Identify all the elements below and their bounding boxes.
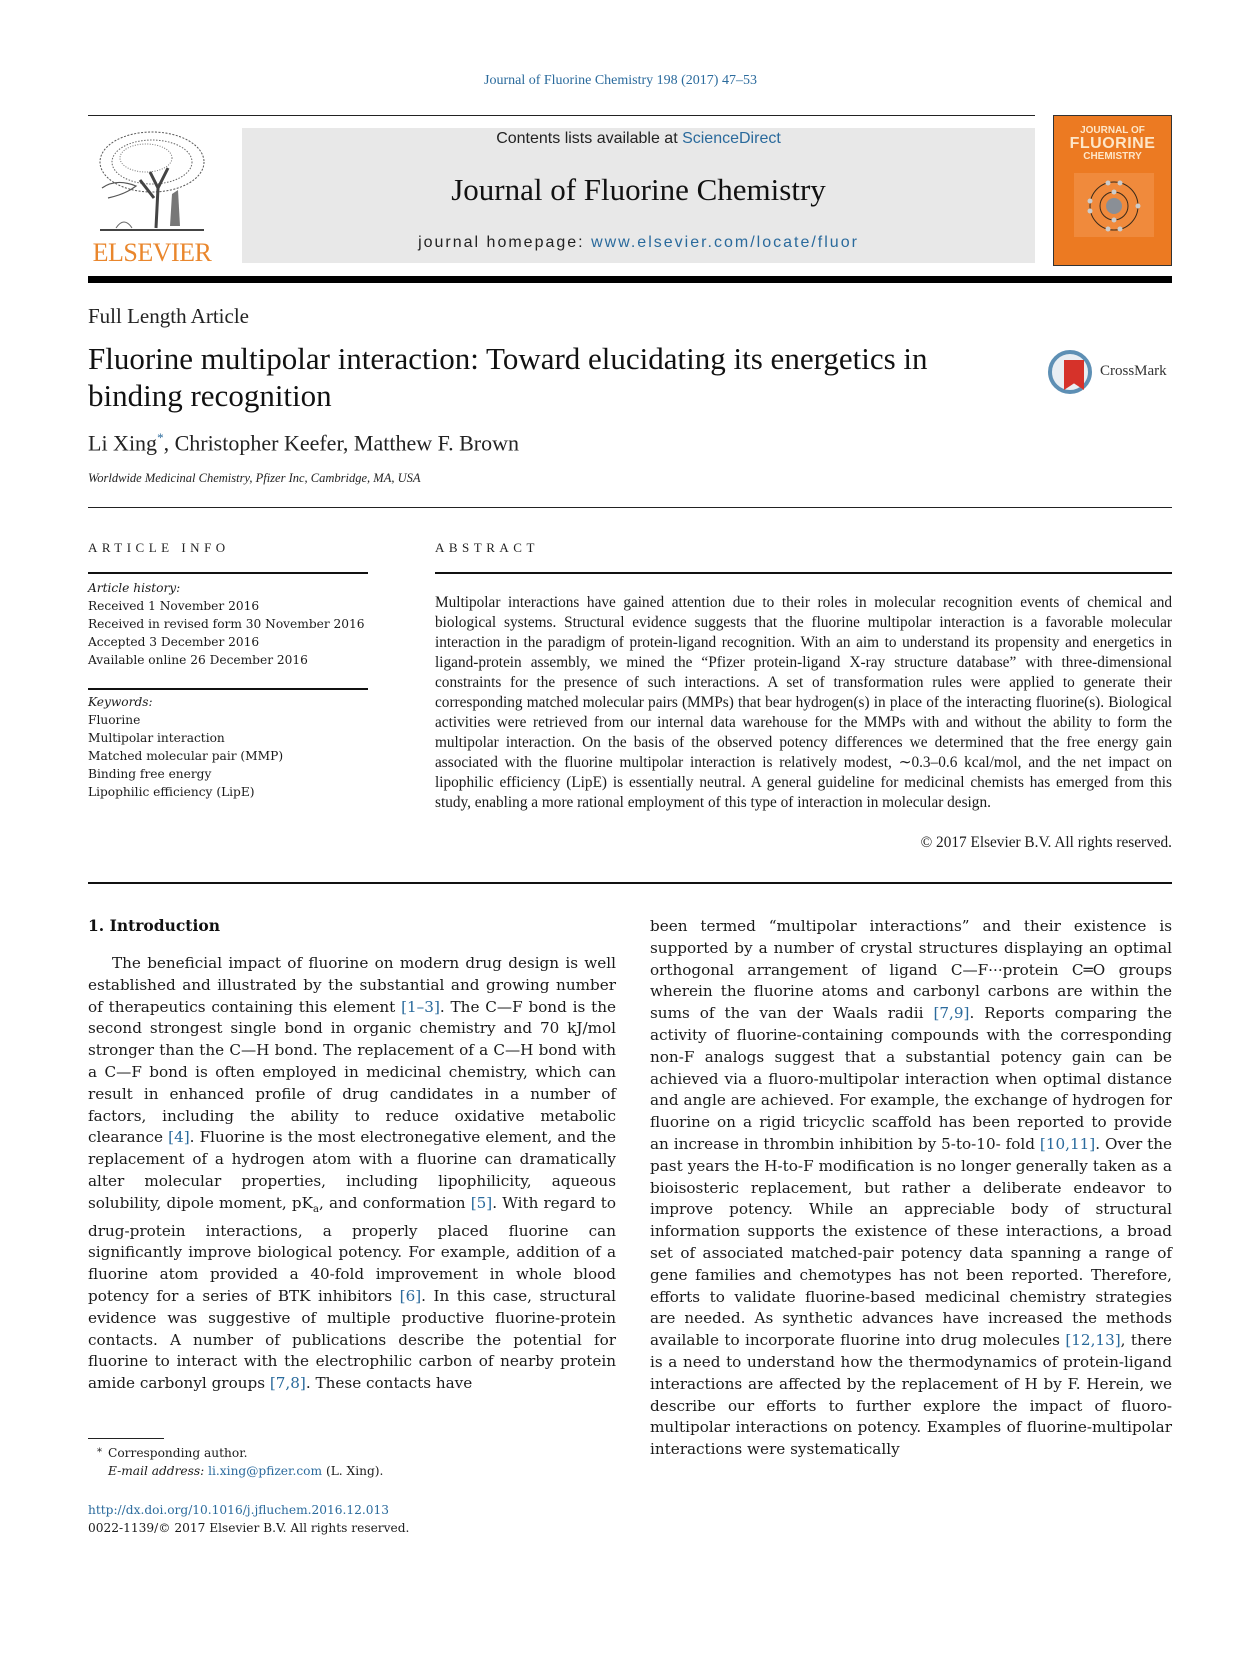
- affiliation: Worldwide Medicinal Chemistry, Pfizer Inc, Cambridge, MA, USA: [88, 471, 421, 485]
- article-history: [88, 579, 378, 669]
- footnote-corresponding: Corresponding author.: [108, 1446, 248, 1460]
- keyword: Multipolar interaction: [88, 731, 225, 745]
- cover-line-1: JOURNAL OF: [1080, 125, 1145, 136]
- doi-block: [88, 1501, 409, 1537]
- atom-icon: [1072, 171, 1156, 241]
- citation-link[interactable]: [12,13]: [1065, 1331, 1121, 1350]
- article-title: Fluorine multipolar interaction: Toward elucidating its energetics in binding recognition: [88, 341, 928, 413]
- paragraph: been termed “multipolar interactions” and their existence is supported by a number of crystal structures displaying an optimal orthogonal arrangement of ligand C—F···protein C═O groups wherein the fluorine atoms and carbonyl carbons are within the sums of the van der Waals radii [7,9]. Reports comparing the activity of fluorine-containing compounds with the corresponding non-F analogs suggest that a substantial potency gain can be achieved via a fluoro-multipolar interaction when optimal distance and angle are achieved. For example, the exchange of hydrogen for fluorine on a rigid tricyclic scaffold has been reported to provide an increase in thrombin inhibition by 5-to-10- fold [10,11]. Over the past years the H-to-F modification is no longer generally taken as a bioisosteric replacement, but rather a deliberate endeavor to improve potency. While an appreciable body of structural information supports the existence of these interactions, a broad set of associated matched-pair potency data spanning a range of gene families and chemotypes has not been reported. Therefore, efforts to validate fluorine-based medicinal chemistry strategies are needed. As synthetic advances have increased the methods available to incorporate fluorine into drug molecules [12,13], there is a need to understand how the thermodynamics of protein-ligand interactions are affected by the replacement of H by F. Herein, we describe our efforts to further explore the impact of fluoro-multipolar interactions on potency. Examples of fluorine-multipolar interactions were systematically: [650, 917, 1173, 1459]
- abstract-copyright: © 2017 Elsevier B.V. All rights reserved.: [920, 834, 1172, 851]
- journal-cover-image[interactable]: [1053, 115, 1172, 266]
- cover-line-3: CHEMISTRY: [1083, 151, 1142, 162]
- keywords-rule: [88, 688, 368, 690]
- homepage-prefix: journal homepage:: [418, 234, 592, 251]
- history-label: Article history:: [88, 581, 181, 595]
- author-email-link[interactable]: li.xing@pfizer.com: [208, 1464, 323, 1478]
- crossmark-button[interactable]: [1048, 350, 1178, 396]
- keyword: Lipophilic efficiency (LipE): [88, 785, 255, 799]
- article-info-heading: ARTICLE INFO: [88, 540, 230, 555]
- journal-citation-link[interactable]: Journal of Fluorine Chemistry 198 (2017) 47–53: [484, 73, 757, 88]
- history-item: Accepted 3 December 2016: [88, 635, 260, 649]
- crossmark-label: CrossMark: [1100, 363, 1167, 379]
- doi-link[interactable]: http://dx.doi.org/10.1016/j.jfluchem.2016.12.013: [88, 1503, 390, 1517]
- citation-link[interactable]: [10,11]: [1039, 1134, 1096, 1153]
- footnote: [88, 1444, 383, 1480]
- journal-masthead: [242, 128, 1035, 263]
- keyword: Binding free energy: [88, 767, 212, 781]
- cover-line-2: FLUORINE: [1069, 135, 1156, 152]
- citation-link[interactable]: [5]: [470, 1193, 493, 1212]
- history-item: Available online 26 December 2016: [88, 653, 308, 667]
- author-list: [88, 430, 519, 456]
- homepage-line: [242, 234, 1035, 252]
- contents-prefix: Contents lists available at: [496, 130, 683, 147]
- cover-title: [1054, 126, 1171, 162]
- keyword: Matched molecular pair (MMP): [88, 749, 284, 763]
- history-item: Received in revised form 30 November 2016: [88, 617, 365, 631]
- header-thick-rule: [88, 276, 1172, 283]
- history-item: Received 1 November 2016: [88, 599, 260, 613]
- crossmark-icon: [1048, 350, 1092, 394]
- article-info-rule: [88, 572, 368, 574]
- author-name[interactable]: Li Xing: [88, 430, 158, 456]
- section-rule: [88, 507, 1172, 508]
- body-column-right: [650, 916, 1172, 1461]
- paragraph: The beneficial impact of fluorine on modern drug design is well established and illustrated by the substantial and growing number of therapeutics containing this element [1–3]. The C—F bond is the second strongest single bond in organic chemistry and 70 kJ/mol stronger than the C—H bond. The replacement of a C—H bond with a C—F bond is often employed in medicinal chemistry, which can result in enhanced profile of drug candidates in a number of factors, including the ability to reduce oxidative metabolic clearance [4]. Fluorine is the most electronegative element, and the replacement of a hydrogen atom with a fluorine can dramatically alter molecular properties, including lipophilicity, aqueous solubility, dipole moment, $pK_a$, and conformation [5]. With regard to drug-protein interactions, a properly placed fluorine can significantly improve biological potency. For example, addition of a fluorine atom provided a 40-fold improvement in whole blood potency for a series of BTK inhibitors [6]. In this case, structural evidence was suggestive of multiple productive fluorine-protein contacts. A number of publications describe the potential for fluorine to interact with the electrophilic carbon of nearby protein amide carbonyl groups [7,8]. These contacts have: [88, 954, 616, 1393]
- elsevier-logo[interactable]: [88, 128, 216, 268]
- issn-copyright: 0022-1139/© 2017 Elsevier B.V. All rights reserved.: [88, 1521, 410, 1535]
- elsevier-tree-icon: [96, 128, 208, 236]
- elsevier-wordmark: ELSEVIER: [92, 238, 212, 267]
- section-heading-introduction: 1. Introduction: [88, 916, 220, 935]
- corresponding-author-marker[interactable]: *: [157, 430, 164, 445]
- citation-link[interactable]: [7,8]: [269, 1374, 306, 1393]
- abstract-body: Multipolar interactions have gained attention due to their roles in molecular recognition events of chemical and biological systems. Structural evidence suggests that the fluorine multipolar interaction is a favorable molecular interaction in the paradigm of protein-ligand recognition. With an aim to understand its propensity and energetics in ligand-protein assembly, we mined the “Pfizer protein-ligand X-ray structure database” with three-dimensional constraints for the presence of such interactions. A set of transformation rules were applied to generate their corresponding matched molecular pairs (MMPs) that bear hydrogen(s) in place of the interacting fluorine(s). Biological activities were retrieved from our internal data warehouse for the MMPs with and without the ability to form the multipolar interaction. On the basis of the observed potency differences we determined that the free energy gain associated with the fluorine multipolar interaction is relatively modest, ∼0.3–0.6 kcal/mol, and the net impact on lipophilic efficiency (LipE) is essentially neutral. A general guideline for medicinal chemists has emerged from this study, enabling a more rational employment of this type of interaction in molecular design.: [435, 594, 1172, 811]
- sciencedirect-link[interactable]: ScienceDirect: [682, 130, 781, 147]
- article-type: Full Length Article: [88, 304, 249, 328]
- keywords-label: Keywords:: [88, 695, 153, 709]
- keyword: Fluorine: [88, 713, 141, 727]
- email-label: E-mail address:: [108, 1464, 209, 1478]
- email-suffix: (L. Xing).: [322, 1464, 384, 1478]
- header-rule: [88, 115, 1035, 116]
- footnote-rule: [88, 1438, 164, 1439]
- body-column-left: [88, 953, 616, 1395]
- contents-line: [242, 130, 1035, 148]
- citation-link[interactable]: [4]: [168, 1128, 190, 1147]
- citation-link[interactable]: [1–3]: [401, 997, 440, 1016]
- abstract-rule: [435, 572, 1172, 574]
- journal-homepage-link[interactable]: www.elsevier.com/locate/fluor: [591, 234, 859, 251]
- abstract-heading: ABSTRACT: [435, 540, 539, 555]
- footnote-marker: *: [97, 1447, 102, 1458]
- author-names-rest: , Christopher Keefer, Matthew F. Brown: [163, 430, 519, 456]
- citation-link[interactable]: [6]: [399, 1286, 422, 1305]
- journal-title: Journal of Fluorine Chemistry: [451, 172, 826, 207]
- body-rule: [88, 882, 1172, 884]
- citation-link[interactable]: [7,9]: [933, 1004, 970, 1023]
- keywords-list: [88, 693, 378, 801]
- subscript: a: [312, 1203, 319, 1215]
